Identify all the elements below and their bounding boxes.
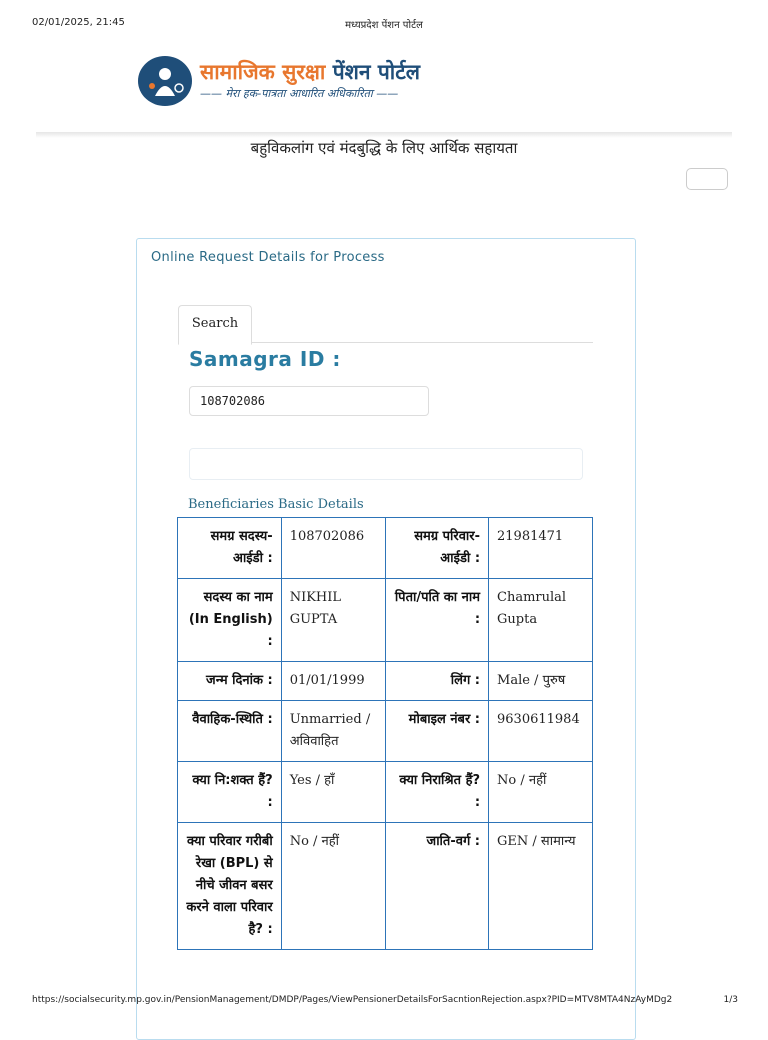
small-action-button[interactable]	[686, 168, 728, 190]
field-label: पिता/पति का नाम :	[385, 579, 488, 662]
table-row	[178, 701, 593, 762]
field-value: GEN / सामान्य	[489, 823, 593, 950]
table-row	[178, 518, 593, 579]
field-value: Male / पुरुष	[489, 662, 593, 701]
tab-search[interactable]: Search	[178, 305, 252, 345]
table-row	[178, 579, 593, 662]
beneficiary-details-table	[177, 517, 593, 950]
table-row	[178, 823, 593, 950]
field-label: वैवाहिक-स्थिति :	[178, 701, 282, 762]
field-value: Yes / हाँ	[281, 762, 385, 823]
field-label: समग्र सदस्य-आईडी :	[178, 518, 282, 579]
samagra-id-label: Samagra ID :	[189, 347, 341, 371]
print-datetime: 02/01/2025, 21:45	[32, 17, 125, 28]
field-label: क्या निराश्रित हैं? :	[385, 762, 488, 823]
field-label: लिंग :	[385, 662, 488, 701]
logo-title-blue: पेंशन पोर्टल	[332, 59, 421, 84]
portal-logo[interactable]	[138, 56, 448, 108]
print-url: https://socialsecurity.mp.gov.in/PensionManagement/DMDP/Pages/ViewPensionerDetailsForSacntionRejection.aspx?PID=MTV8MTA4NzAyMDg2	[32, 995, 673, 1005]
field-value: No / नहीं	[281, 823, 385, 950]
field-value: NIKHIL GUPTA	[281, 579, 385, 662]
logo-emblem-icon	[138, 56, 192, 106]
table-row	[178, 662, 593, 701]
beneficiaries-section-title: Beneficiaries Basic Details	[188, 497, 364, 512]
field-value: No / नहीं	[489, 762, 593, 823]
panel-title: Online Request Details for Process	[151, 250, 385, 265]
print-page-title: मध्यप्रदेश पेंशन पोर्टल	[345, 20, 423, 31]
field-value: Chamrulal Gupta	[489, 579, 593, 662]
page-number: 1/3	[723, 995, 738, 1005]
field-label: क्या परिवार गरीबी रेखा (BPL) से नीचे जीवन बसर करने वाला परिवार है? :	[178, 823, 282, 950]
logo-title	[200, 58, 420, 86]
field-value: 108702086	[281, 518, 385, 579]
samagra-id-input[interactable]: 108702086	[189, 386, 429, 416]
field-label: समग्र परिवार-आईडी :	[385, 518, 488, 579]
field-label: सदस्य का नाम (In English) :	[178, 579, 282, 662]
field-value: 9630611984	[489, 701, 593, 762]
field-value: Unmarried / अविवाहित	[281, 701, 385, 762]
logo-tagline: —— मेरा हक-पात्रता आधारित अधिकारिता ——	[200, 87, 399, 100]
field-value: 21981471	[489, 518, 593, 579]
scheme-title: बहुविकलांग एवं मंदबुद्धि के लिए आर्थिक सहायता	[250, 139, 518, 157]
logo-title-orange: सामाजिक सुरक्षा	[200, 59, 326, 84]
field-label: मोबाइल नंबर :	[385, 701, 488, 762]
field-label: जाति-वर्ग :	[385, 823, 488, 950]
field-label: जन्म दिनांक :	[178, 662, 282, 701]
table-row	[178, 762, 593, 823]
field-label: क्या नि:शक्त हैं? :	[178, 762, 282, 823]
message-box	[189, 448, 583, 480]
field-value: 01/01/1999	[281, 662, 385, 701]
